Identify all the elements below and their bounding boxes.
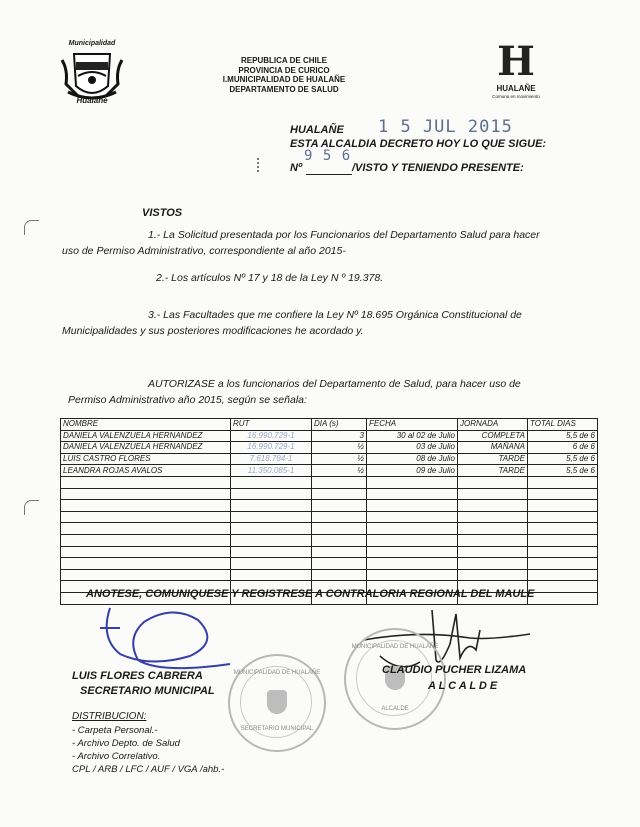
mayor-stamp-bottom: ALCALDE (381, 706, 409, 712)
empty-cell (528, 558, 598, 570)
distribution-heading: DISTRIBUCION: (72, 711, 147, 722)
total-cell: 5,5 de 6 (528, 465, 598, 477)
rut-cell: 16.990.729-1 (231, 442, 312, 454)
empty-cell (61, 558, 231, 570)
empty-cell (61, 476, 231, 488)
empty-cell (458, 558, 528, 570)
empty-cell (528, 546, 598, 558)
empty-cell (528, 476, 598, 488)
table-header: RUT (231, 419, 312, 431)
closing-line: ANOTESE, COMUNIQUESE Y REGISTRESE A CONTRALORIA REGIONAL DEL MAULE (86, 588, 535, 600)
table-row (61, 442, 598, 454)
empty-table-row (61, 476, 598, 488)
shift-cell: COMPLETA (458, 430, 528, 442)
name-cell: DANIELA VALENZUELA HERNANDEZ (61, 430, 231, 442)
decree-line-1: ESTA ALCALDIA DECRETO HOY LO QUE SIGUE: (290, 138, 547, 150)
vistos-item-2: 2.- Los artículos Nº 17 y 18 de la Ley N º 19.378. (156, 272, 384, 284)
header-block (184, 56, 384, 94)
empty-table-row (61, 523, 598, 535)
empty-cell (231, 534, 312, 546)
header-line-1: REPUBLICA DE CHILE (241, 56, 327, 65)
empty-cell (458, 569, 528, 581)
date-cell: 09 de Julio (367, 465, 458, 477)
municipality-logo (60, 40, 124, 106)
total-cell: 5,5 de 6 (528, 430, 598, 442)
empty-cell (61, 534, 231, 546)
empty-rows (61, 476, 598, 604)
name-cell: LEANDRA ROJAS AVALOS (61, 465, 231, 477)
days-cell: 3 (312, 430, 367, 442)
distribution-item: CPL / ARB / LFC / AUF / VGA /ahb.- (72, 764, 225, 775)
table-header: JORNADA (458, 419, 528, 431)
rut-cell: 11.350.085-1 (231, 465, 312, 477)
vistos-item-1b: uso de Permiso Administrativo, correspondiente al año 2015- (62, 245, 346, 257)
empty-cell (231, 546, 312, 558)
empty-table-row (61, 534, 598, 546)
empty-cell (231, 523, 312, 535)
empty-cell (312, 558, 367, 570)
empty-cell (61, 500, 231, 512)
empty-cell (458, 500, 528, 512)
vistos-item-1a: 1.- La Solicitud presentada por los Funcionarios del Departamento Salud para hacer (148, 229, 540, 241)
table-header-row (61, 419, 598, 431)
shift-cell: TARDE (458, 453, 528, 465)
secretary-stamp-top: MUNICIPALIDAD DE HUALAÑE (233, 670, 321, 676)
empty-cell (312, 476, 367, 488)
vistos-item-3a: 3.- Las Facultades que me confiere la Ley Nº 18.695 Orgánica Constitucional de (148, 309, 522, 321)
autoriza-line-1: AUTORIZASE a los funcionarios del Departamento de Salud, para hacer uso de (148, 378, 521, 390)
table-row (61, 453, 598, 465)
empty-cell (528, 581, 598, 593)
margin-mark (257, 158, 265, 172)
empty-table-row (61, 546, 598, 558)
date-cell: 08 de Julio (367, 453, 458, 465)
vistos-item-3b: Municipalidades y sus posteriores modificaciones he acordado y. (62, 325, 364, 337)
empty-cell (458, 476, 528, 488)
secretary-stamp-bottom: SECRETARIO MUNICIPAL (240, 726, 314, 732)
distribution-item: - Carpeta Personal.- (72, 725, 158, 736)
days-cell: ½ (312, 453, 367, 465)
distribution-item: - Archivo Correlativo. (72, 751, 161, 762)
shift-cell: TARDE (458, 465, 528, 477)
header-line-2: PROVINCIA DE CURICO (238, 65, 330, 75)
secretary-signature (80, 598, 250, 678)
header-line-4: DEPARTAMENTO DE SALUD (229, 84, 339, 94)
empty-cell (61, 511, 231, 523)
table-row (61, 430, 598, 442)
table-header: NOMBRE (61, 419, 231, 431)
mayor-name: CLAUDIO PUCHER LIZAMA (382, 664, 527, 676)
empty-cell (458, 546, 528, 558)
empty-cell (528, 534, 598, 546)
empty-cell (312, 500, 367, 512)
days-cell: ½ (312, 465, 367, 477)
secretary-stamp (228, 654, 326, 752)
punch-hole (24, 500, 39, 515)
empty-cell (367, 558, 458, 570)
empty-cell (528, 488, 598, 500)
header-line-3: I.MUNICIPALIDAD DE HUALAÑE (222, 75, 346, 84)
distribution-item: - Archivo Depto. de Salud (72, 738, 180, 749)
hualane-logo-tagline: Comuna en movimiento (492, 94, 540, 99)
total-cell: 5,5 de 6 (528, 453, 598, 465)
empty-cell (367, 546, 458, 558)
empty-cell (312, 534, 367, 546)
hualane-logo-name: HUALAÑE (496, 84, 536, 93)
empty-cell (367, 534, 458, 546)
mayor-stamp (344, 628, 446, 730)
table-header: TOTAL DIAS (528, 419, 598, 431)
empty-cell (231, 558, 312, 570)
empty-cell (367, 523, 458, 535)
table-header: FECHA (367, 419, 458, 431)
empty-cell (367, 476, 458, 488)
mayor-stamp-top: MUNICIPALIDAD DE HUALAÑE (351, 644, 439, 650)
rut-cell: 7.618.784-1 (231, 453, 312, 465)
empty-table-row (61, 569, 598, 581)
empty-cell (61, 546, 231, 558)
empty-cell (528, 523, 598, 535)
name-cell: LUIS CASTRO FLORES (61, 453, 231, 465)
empty-cell (528, 511, 598, 523)
mayor-title: A L C A L D E (428, 680, 498, 692)
empty-cell (312, 488, 367, 500)
empty-cell (231, 511, 312, 523)
total-cell: 6 de 6 (528, 442, 598, 454)
punch-hole (24, 220, 39, 235)
decree-place: HUALAÑE (290, 124, 344, 136)
empty-cell (231, 500, 312, 512)
empty-cell (458, 511, 528, 523)
autoriza-line-2: Permiso Administrativo año 2015, según se señala: (68, 394, 307, 406)
empty-cell (458, 534, 528, 546)
empty-cell (367, 500, 458, 512)
secretary-title: SECRETARIO MUNICIPAL (80, 685, 215, 697)
empty-cell (61, 569, 231, 581)
vistos-heading: VISTOS (142, 207, 183, 219)
shift-cell: MAÑANA (458, 442, 528, 454)
permits-table (60, 418, 598, 605)
table-row (61, 465, 598, 477)
empty-cell (61, 488, 231, 500)
date-cell: 30 al 02 de Julio (367, 430, 458, 442)
days-cell: ½ (312, 442, 367, 454)
decree-number-prefix: Nº (290, 162, 302, 174)
empty-cell (231, 476, 312, 488)
decree-line-2: /VISTO Y TENIENDO PRESENTE: (352, 162, 524, 174)
rut-cell: 16.990.729-1 (231, 430, 312, 442)
date-stamp: 1 5 JUL 2015 (378, 117, 513, 137)
empty-table-row (61, 500, 598, 512)
table-header: DIA (s) (312, 419, 367, 431)
empty-cell (61, 523, 231, 535)
empty-cell (528, 500, 598, 512)
empty-table-row (61, 511, 598, 523)
decree-number-underline (306, 174, 352, 175)
hualane-logo-letter: H (497, 38, 535, 85)
empty-cell (528, 569, 598, 581)
empty-cell (367, 511, 458, 523)
date-cell: 03 de Julio (367, 442, 458, 454)
empty-cell (312, 546, 367, 558)
empty-cell (312, 569, 367, 581)
secretary-name: LUIS FLORES CABRERA (72, 670, 203, 682)
hualane-logo (488, 38, 544, 102)
logo-text-top: Municipalidad (68, 40, 116, 47)
empty-cell (367, 488, 458, 500)
decree-number: 9 5 6 (304, 148, 352, 164)
empty-cell (367, 569, 458, 581)
chile-crest-icon (267, 690, 287, 714)
name-cell: DANIELA VALENZUELA HERNANDEZ (61, 442, 231, 454)
empty-cell (458, 523, 528, 535)
empty-cell (231, 488, 312, 500)
empty-cell (312, 523, 367, 535)
logo-text-bottom: Hualañe (76, 96, 108, 105)
empty-table-row (61, 558, 598, 570)
empty-table-row (61, 488, 598, 500)
empty-cell (231, 569, 312, 581)
empty-cell (312, 511, 367, 523)
empty-cell (458, 488, 528, 500)
